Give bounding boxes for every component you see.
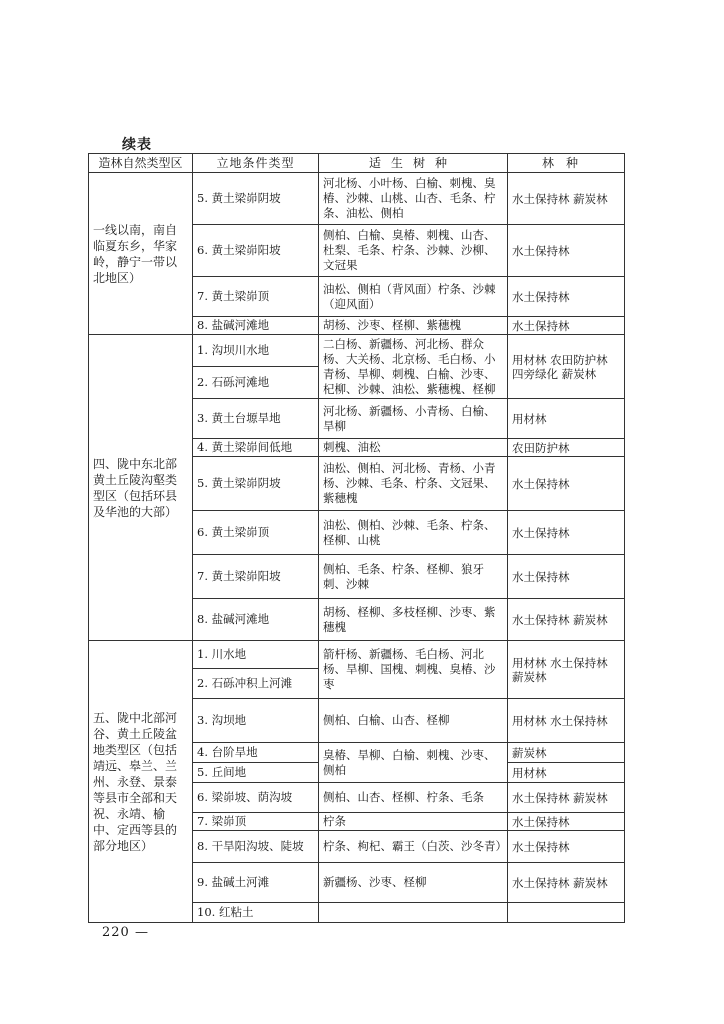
- condition-cell: 8. 盐碱河滩地: [193, 599, 319, 641]
- condition-cell: 10. 红粘土: [193, 903, 319, 923]
- forest-cell: 水土保持林 薪炭林: [508, 783, 625, 813]
- table-row: [89, 641, 625, 669]
- condition-cell: 3. 黄土台塬旱地: [193, 399, 319, 439]
- region-cell: 五、陇中北部河谷、黄土丘陵盆地类型区（包括靖远、皋兰、兰州、永登、景泰等县市全部和天祝、永靖、榆中、定西等县的部分地区）: [89, 641, 193, 923]
- condition-cell: 7. 梁峁顶: [193, 813, 319, 831]
- header-forest: 林种: [508, 154, 625, 173]
- condition-cell: 7. 黄土梁峁阳坡: [193, 555, 319, 599]
- table-row: [89, 173, 625, 225]
- trees-cell: 柠条、枸杞、霸王（白茨、沙冬青）: [319, 831, 508, 863]
- trees-cell: 油松、侧柏（背风面）柠条、沙棘（迎风面）: [319, 277, 508, 317]
- header-row: [89, 154, 625, 173]
- condition-cell: 1. 川水地: [193, 641, 319, 669]
- header-condition: 立地条件类型: [193, 154, 319, 173]
- forest-cell: 水土保持林: [508, 555, 625, 599]
- forest-cell: 用材林 水土保持林 薪炭林: [508, 641, 625, 699]
- trees-cell: 刺槐、油松: [319, 439, 508, 457]
- trees-cell: 河北杨、新疆杨、小青杨、白榆、旱柳: [319, 399, 508, 439]
- condition-cell: 6. 梁峁坡、荫沟坡: [193, 783, 319, 813]
- forest-cell: 用材林 水土保持林: [508, 699, 625, 743]
- forest-cell: 水土保持林: [508, 511, 625, 555]
- condition-cell: 5. 丘间地: [193, 763, 319, 783]
- condition-cell: 9. 盐碱土河滩: [193, 863, 319, 903]
- trees-cell: 胡杨、沙枣、柽柳、紫穗槐: [319, 317, 508, 335]
- condition-cell: 6. 黄土梁峁阳坡: [193, 225, 319, 277]
- condition-cell: 3. 沟坝地: [193, 699, 319, 743]
- page-number: 220 —: [102, 925, 149, 940]
- trees-cell: 箭杆杨、新疆杨、毛白杨、河北杨、旱柳、国槐、刺槐、臭椿、沙枣: [319, 641, 508, 699]
- forest-cell: 水土保持林 薪炭林: [508, 173, 625, 225]
- trees-cell: 新疆杨、沙枣、柽柳: [319, 863, 508, 903]
- forest-cell: 水土保持林: [508, 831, 625, 863]
- header-trees: 适生树种: [319, 154, 508, 173]
- forest-cell: [508, 903, 625, 923]
- forest-cell: 农田防护林: [508, 439, 625, 457]
- condition-cell: 8. 盐碱河滩地: [193, 317, 319, 335]
- trees-cell: 油松、侧柏、沙棘、毛条、柠条、柽柳、山桃: [319, 511, 508, 555]
- condition-cell: 2. 石砾河滩地: [193, 367, 319, 399]
- condition-cell: 2. 石砾冲积上河滩: [193, 669, 319, 699]
- trees-cell: 河北杨、小叶杨、白榆、刺槐、臭椿、沙棘、山桃、山杏、毛条、柠条、油松、侧柏: [319, 173, 508, 225]
- header-region: 造林自然类型区: [89, 154, 193, 173]
- forest-cell: 用材林: [508, 399, 625, 439]
- condition-cell: 4. 黄土梁峁间低地: [193, 439, 319, 457]
- forest-cell: 水土保持林: [508, 277, 625, 317]
- condition-cell: 8. 干旱阳沟坡、陡坡: [193, 831, 319, 863]
- table-caption: 续表: [122, 137, 152, 153]
- trees-cell: 二白杨、新疆杨、河北杨、群众杨、大关杨、北京杨、毛白杨、小青杨、旱柳、刺槐、白榆、沙枣、杞柳、沙棘、油松、紫穗槐、柽柳: [319, 335, 508, 399]
- trees-cell: [319, 903, 508, 923]
- trees-cell: 侧柏、毛条、柠条、柽柳、狼牙刺、沙棘: [319, 555, 508, 599]
- condition-cell: 1. 沟坝川水地: [193, 335, 319, 367]
- table-row: [89, 335, 625, 367]
- trees-cell: 胡杨、柽柳、多枝柽柳、沙枣、紫穗槐: [319, 599, 508, 641]
- trees-cell: 油松、侧柏、河北杨、青杨、小青杨、沙棘、毛条、柠条、文冠果、紫穗槐: [319, 457, 508, 511]
- forest-cell: 水土保持林: [508, 813, 625, 831]
- condition-cell: 5. 黄土梁峁阴坡: [193, 457, 319, 511]
- condition-cell: 5. 黄土梁峁阴坡: [193, 173, 319, 225]
- trees-cell: 侧柏、白榆、臭椿、刺槐、山杏、杜梨、毛条、柠条、沙棘、沙柳、文冠果: [319, 225, 508, 277]
- condition-cell: 6. 黄土梁峁顶: [193, 511, 319, 555]
- trees-cell: 柠条: [319, 813, 508, 831]
- forest-cell: 用材林: [508, 763, 625, 783]
- forest-cell: 薪炭林: [508, 743, 625, 763]
- forest-cell: 用材林 农田防护林 四旁绿化 薪炭林: [508, 335, 625, 399]
- forest-cell: 水土保持林 薪炭林: [508, 599, 625, 641]
- forest-cell: 水土保持林 薪炭林: [508, 863, 625, 903]
- afforestation-table: [88, 153, 625, 923]
- condition-cell: 4. 台阶旱地: [193, 743, 319, 763]
- region-cell: 四、陇中东北部黄土丘陵沟壑类型区（包括环县及华池的大部）: [89, 335, 193, 641]
- forest-cell: 水土保持林: [508, 225, 625, 277]
- trees-cell: 臭椿、旱柳、白榆、刺槐、沙枣、侧柏: [319, 743, 508, 783]
- condition-cell: 7. 黄土梁峁顶: [193, 277, 319, 317]
- region-cell: 一线以南，南自临夏东乡，华家岭，静宁一带以北地区）: [89, 173, 193, 335]
- trees-cell: 侧柏、山杏、柽柳、柠条、毛条: [319, 783, 508, 813]
- trees-cell: 侧柏、白榆、山杏、柽柳: [319, 699, 508, 743]
- forest-cell: 水土保持林: [508, 457, 625, 511]
- forest-cell: 水土保持林: [508, 317, 625, 335]
